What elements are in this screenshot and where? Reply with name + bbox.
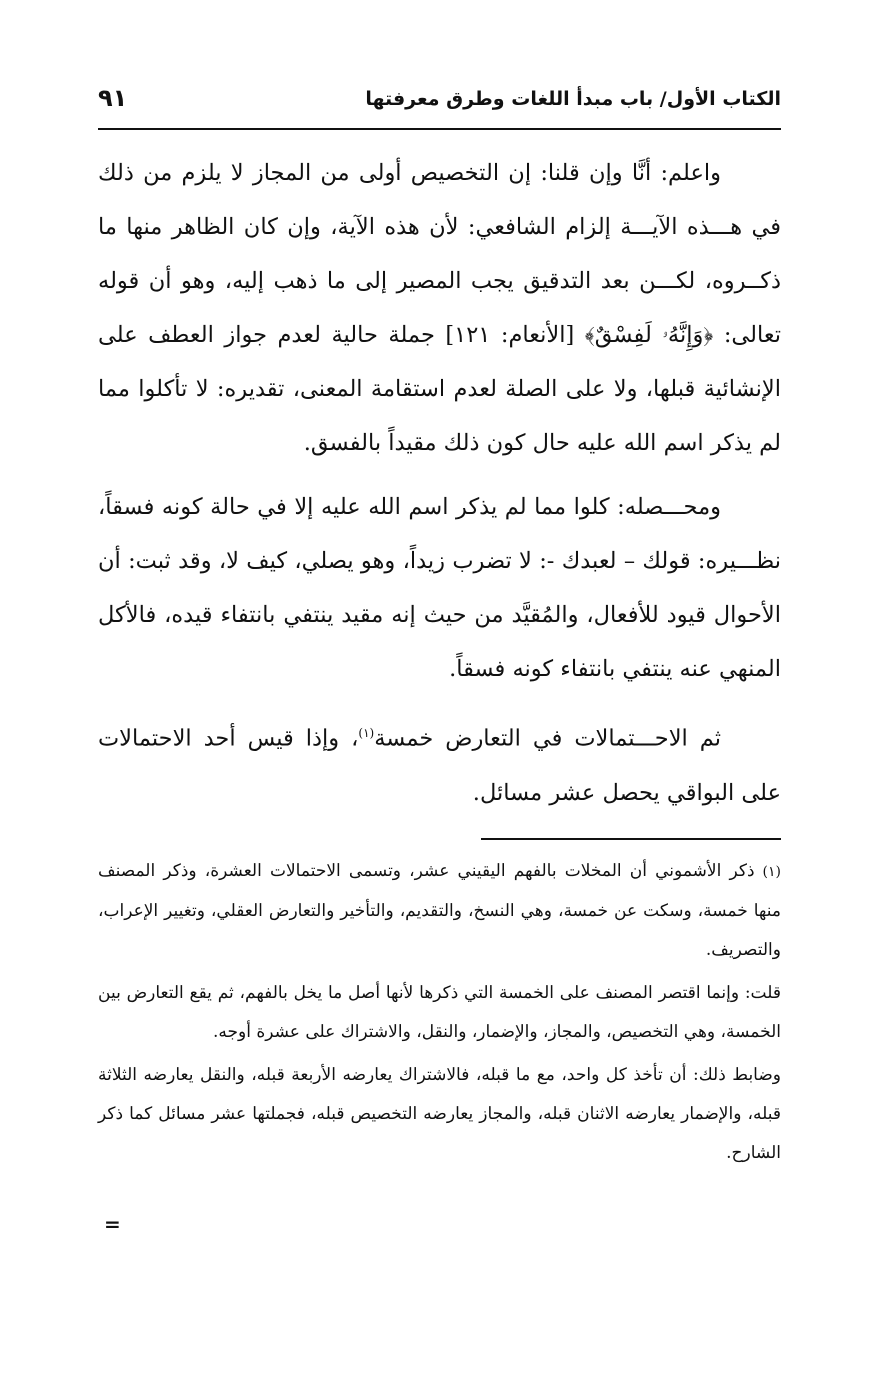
main-text <box>98 146 781 830</box>
paragraph-3-text-after: ، وإذا قيس أحد الاحتمالات على البواقي يحصل عشر مسائل. <box>98 725 781 806</box>
footnote-1 <box>98 852 781 970</box>
page-header <box>98 82 781 130</box>
paragraph-3-text-before: ثم الاحـــتمالات في التعارض خمسة <box>374 725 721 752</box>
footnote-1-text: ذكر الأشموني أن المخلات بالفهم اليقيني عشر، وتسمى الاحتمالات العشرة، وذكر المصنف منها خمسة، وسكت عن خمسة، وهي النسخ، والتقديم، والتأخير والتعارض العقلي، وتغيير الإعراب، والتصريف. <box>98 861 781 960</box>
running-title: الكتاب الأول/ باب مبدأ اللغات وطرق معرفتها <box>365 88 781 110</box>
paragraph-1 <box>98 146 781 470</box>
paragraph-3 <box>98 706 781 820</box>
footnote-3-text: وضابط ذلك: أن تأخذ كل واحد، مع ما قبله، فالاشتراك يعارضه الأربعة قبله، والنقل يعارضه الثلاثة قبله، والإضمار يعارضه الاثنان قبله، والمجاز يعارضه التخصيص قبله، فجملتها عشر مسائل كما ذكر الشارح. <box>98 1065 781 1163</box>
paragraph-2-text: ومحـــصله: كلوا مما لم يذكر اسم الله عليه إلا في حالة كونه فسقاً، نظـــيره: قولك – لعبدك -: لا تضرب زيداً، وهو يصلي، كيف لا، وقد ثبت: أن الأحوال قيود للأفعال، والمُقيَّد من حيث إنه مقيد ينتفي بانتفاء قيده، فالأكل المنهي عنه ينتفي بانتفاء كونه فسقاً. <box>98 494 781 682</box>
paragraph-1-text: واعلم: أنَّا وإن قلنا: إن التخصيص أولى من المجاز لا يلزم من ذلك في هـــذه الآيـــة إلزام الشافعي: لأن هذه الآية، وإن كان الظاهر منها ما ذكــروه، لكـــن بعد التدقيق يجب المصير إلى ما ذهب إليه، وهو أن قوله تعالى: ﴿وَإِنَّهُۥ لَفِسْقٌ﴾ [الأنعام: ١٢١] جملة حالية لعدم جواز العطف على الإنشائية قبلها، ولا على الصلة لعدم استقامة المعنى، تقديره: لا تأكلوا مما لم يذكر اسم الله عليه حال كون ذلك مقيداً بالفسق. <box>98 160 781 456</box>
paragraph-2 <box>98 480 781 696</box>
footnote-reference[interactable]: (١) <box>358 726 375 740</box>
footnote-1-continued-a <box>98 974 781 1052</box>
footnotes <box>98 852 781 1177</box>
page-number: ٩١ <box>98 84 128 112</box>
footnote-marker: (١) <box>762 864 781 880</box>
footnote-1-continued-b <box>98 1056 781 1173</box>
footnote-separator <box>481 838 781 840</box>
footnote-2-text: قلت: وإنما اقتصر المصنف على الخمسة التي ذكرها لأنها أصل ما يخل بالفهم، ثم يقع التعارض بين الخمسة، وهي التخصيص، والمجاز، والإضمار، والنقل، والاشتراك على عشرة أوجه. <box>98 983 781 1042</box>
continuation-mark: = <box>104 1212 121 1236</box>
